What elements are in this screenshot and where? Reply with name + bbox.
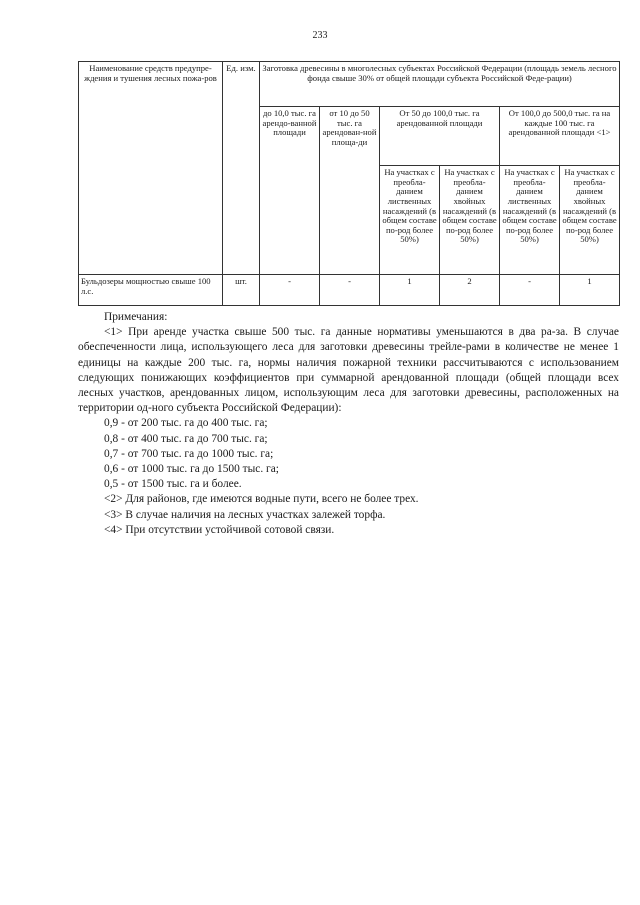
norms-table (78, 61, 620, 306)
header-up-to-10: до 10,0 тыс. га арендо-ванной площади (260, 107, 320, 275)
header-100-to-500: От 100,0 до 500,0 тыс. га на каждые 100 тыс. га арендованной площади <1> (500, 107, 620, 166)
header-sub-deciduous-2: На участках с преобла-данием лиственных насаждений (в общем составе по-род более 50%) (500, 166, 560, 275)
header-sub-deciduous-1: На участках с преобла-данием лиственных насаждений (в общем составе по-род более 50%) (380, 166, 440, 275)
header-sub-coniferous-2: На участках с преобла-данием хвойных насаждений (в общем составе по-род более 50%) (560, 166, 620, 275)
row-value: - (500, 275, 560, 306)
coefficient-line: 0,8 - от 400 тыс. га до 700 тыс. га; (104, 432, 268, 445)
row-value: - (320, 275, 380, 306)
coefficient-line: 0,9 - от 200 тыс. га до 400 тыс. га; (104, 417, 268, 430)
notes-section (78, 310, 619, 538)
row-unit: шт. (223, 275, 260, 306)
row-value: 2 (440, 275, 500, 306)
note-4: <4> При отсутствии устойчивой сотовой связи. (104, 523, 335, 536)
header-group: Заготовка древесины в многолесных субъектах Российской Федерации (площадь земель лесного фонда свыше 30% от общей площади субъекта Российской Феде-рации) (260, 62, 620, 107)
table-header-row-1 (79, 62, 620, 107)
note-2: <2> Для районов, где имеются водные пути, всего не более трех. (104, 493, 419, 506)
note-3: <3> В случае наличия на лесных участках залежей торфа. (104, 508, 386, 521)
coefficient-line: 0,5 - от 1500 тыс. га и более. (104, 478, 242, 491)
header-unit: Ед. изм. (223, 62, 260, 275)
page-number: 233 (312, 30, 328, 41)
table-row (79, 275, 620, 306)
header-10-to-50: от 10 до 50 тыс. га арендован-ной площа-ди (320, 107, 380, 275)
note-1: <1> При аренде участка свыше 500 тыс. га данные нормативы уменьшаются в два ра-за. В случае обеспеченности лица, использующего леса для заготовки древесины трейле-рами в количестве не менее 1 единицы на каждые 200 тыс. га, нормы наличия пожарной техники рассчитываются с использованием следующих понижающих коэффициентов при суммарной арендованной площади (общей площади всех лесных участков, арендованных лицом, использующим леса для заготовки древесины, расположенных на территории од-ного субъекта Российской Федерации): (78, 326, 619, 415)
row-name: Бульдозеры мощностью свыше 100 л.с. (79, 275, 223, 306)
row-value: - (260, 275, 320, 306)
header-50-to-100: От 50 до 100,0 тыс. га арендованной площади (380, 107, 500, 166)
coefficient-line: 0,6 - от 1000 тыс. га до 1500 тыс. га; (104, 463, 279, 476)
row-value: 1 (380, 275, 440, 306)
header-sub-coniferous-1: На участках с преобла-данием хвойных насаждений (в общем составе по-род более 50%) (440, 166, 500, 275)
row-value: 1 (560, 275, 620, 306)
notes-title: Примечания: (104, 311, 168, 323)
coefficient-line: 0,7 - от 700 тыс. га до 1000 тыс. га; (104, 447, 274, 460)
header-name: Наименование средств предупре-ждения и тушения лесных пожа-ров (79, 62, 223, 275)
